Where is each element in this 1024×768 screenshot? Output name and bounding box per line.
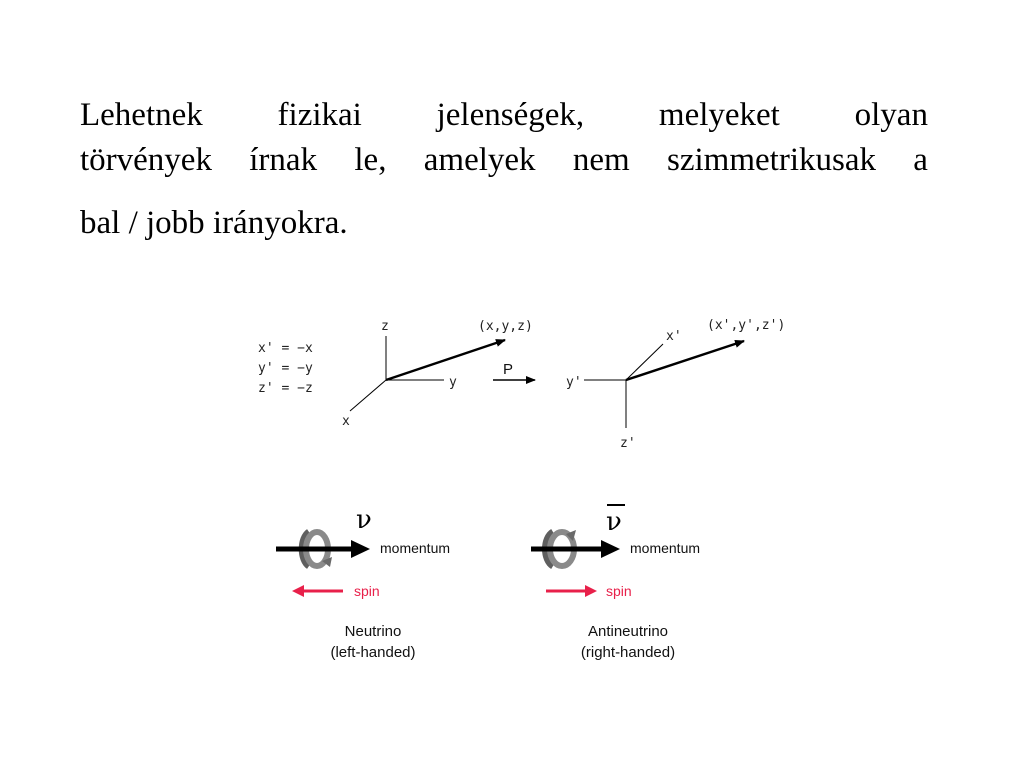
- position-vector: [386, 340, 505, 380]
- spin-label-right: spin: [606, 583, 632, 599]
- antineutrino-name: Antineutrino: [587, 623, 669, 640]
- neutrino-symbol: ν: [356, 505, 372, 535]
- y-prime-label: y': [566, 375, 582, 390]
- word: melyeket: [658, 97, 780, 133]
- momentum-arrowhead-left: [351, 540, 370, 558]
- z-prime-label: z': [620, 436, 636, 451]
- x-prime-label: x': [666, 329, 682, 344]
- spin-arrowhead-left: [292, 585, 304, 597]
- word: szimmetrikusak: [667, 142, 876, 178]
- momentum-label-left: momentum: [380, 540, 451, 556]
- equation-y: y' = −y: [258, 361, 313, 376]
- word: nem: [572, 142, 630, 178]
- word: amelyek: [423, 142, 536, 178]
- word: olyan: [854, 97, 928, 133]
- equation-z: z' = −z: [258, 381, 313, 396]
- parity-diagram: [258, 318, 785, 451]
- antineutrino-handedness: (right-handed): [580, 644, 676, 661]
- momentum-label-right: momentum: [630, 540, 701, 556]
- word: írnak: [249, 142, 318, 178]
- spin-arrowhead-right: [585, 585, 597, 597]
- neutrino-name: Neutrino: [344, 623, 402, 640]
- spin-label-left: spin: [354, 583, 380, 599]
- z-axis-label: z: [381, 319, 389, 334]
- word: törvények: [80, 142, 212, 178]
- equation-x: x' = −x: [258, 341, 313, 356]
- neutrino-panel: [276, 505, 450, 661]
- right-coordinate-system: [566, 318, 785, 451]
- parity-transform: [493, 361, 535, 380]
- x-axis-label: x: [342, 414, 350, 429]
- text-line-3: bal / jobb irányokra.: [80, 205, 348, 241]
- transformed-vector-label: (x',y',z'): [707, 318, 786, 333]
- antineutrino-panel: [531, 505, 700, 661]
- vector-label: (x,y,z): [478, 319, 533, 334]
- neutrino-handedness: (left-handed): [330, 644, 416, 661]
- word: a: [913, 142, 928, 178]
- word: fizikai: [277, 97, 362, 133]
- word: Lehetnek: [80, 97, 203, 133]
- word: le,: [354, 142, 387, 178]
- word: jelenségek,: [436, 97, 585, 133]
- x-axis: [350, 380, 386, 411]
- momentum-arrowhead-right: [601, 540, 620, 558]
- transform-label: P: [503, 361, 514, 378]
- antineutrino-symbol: ν: [606, 507, 622, 537]
- y-axis-label: y: [449, 375, 457, 390]
- transformed-vector: [626, 341, 744, 380]
